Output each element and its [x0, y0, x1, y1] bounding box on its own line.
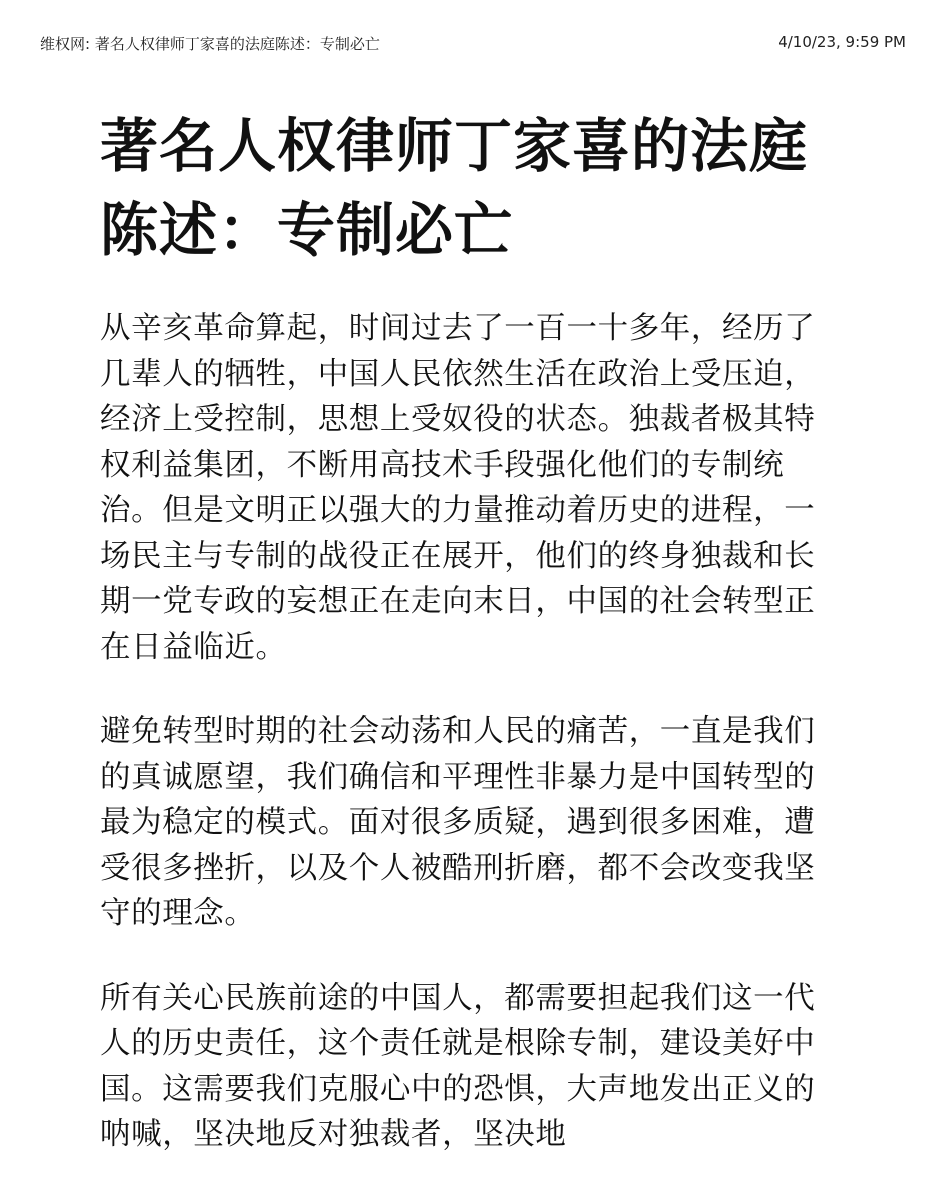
article-paragraph-2: 避免转型时期的社会动荡和人民的痛苦，一直是我们的真诚愿望，我们确信和平理性非暴力是中国转型的最为稳定的模式。面对很多质疑，遇到很多困难，遭受很多挫折，以及个人被酷刑折磨，都不会改变我坚守的理念。: [100, 714, 816, 931]
header-timestamp: 4/10/23, 9:59 PM: [778, 33, 906, 51]
article-title: 著名人权律师丁家喜的法庭陈述：专制必亡: [100, 112, 809, 264]
article-body: [100, 306, 830, 1158]
article-paragraph-1: 从辛亥革命算起，时间过去了一百一十多年，经历了几辈人的牺牲，中国人民依然生活在政治上受压迫，经济上受控制，思想上受奴役的状态。独裁者极其特权利益集团，不断用高技术手段强化他们的专制统治。但是文明正以强大的力量推动着历史的进程，一场民主与专制的战役正在展开，他们的终身独裁和长期一党专政的妄想正在走向末日，中国的社会转型正在日益临近。: [100, 311, 816, 665]
print-header: [0, 0, 946, 90]
article: [100, 104, 830, 1197]
header-page-title: 维权网: 著名人权律师丁家喜的法庭陈述：专制必亡: [40, 35, 380, 53]
article-paragraph-3: 所有关心民族前途的中国人，都需要担起我们这一代人的历史责任，这个责任就是根除专制，建设美好中国。这需要我们克服心中的恐惧，大声地发出正义的呐喊，坚决地反对独裁者，坚决地: [100, 980, 816, 1152]
